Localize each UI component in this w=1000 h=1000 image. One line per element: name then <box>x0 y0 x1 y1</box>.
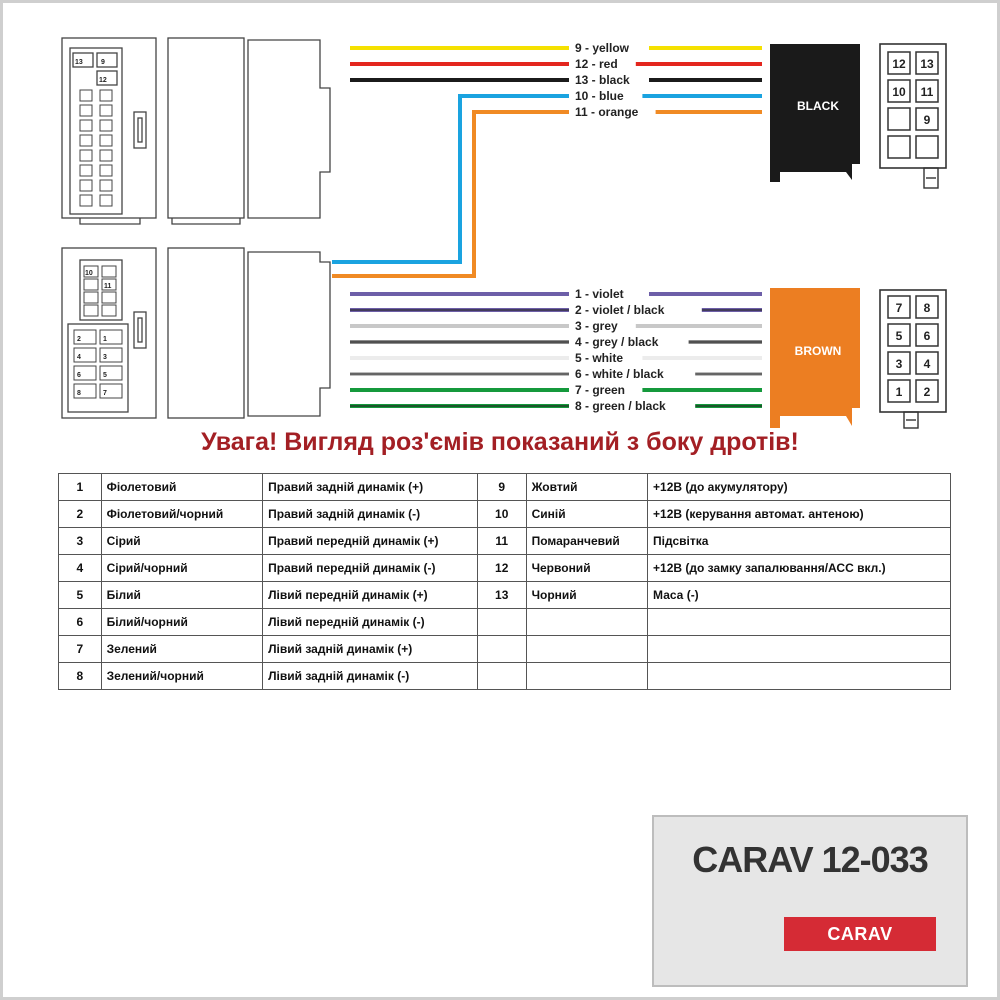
pin-number: 9 <box>923 113 931 127</box>
wire-label: 8 - green / black <box>575 399 666 413</box>
table-cell-c2: Жовтий <box>526 474 647 501</box>
pin-number: 11 <box>920 85 934 99</box>
table-cell-n1: 1 <box>59 474 102 501</box>
table-row <box>59 636 951 663</box>
pin-cell <box>888 136 910 158</box>
table-cell-f1: Лівий передній динамік (+) <box>263 582 478 609</box>
table-cell-n2: 12 <box>477 555 526 582</box>
pin-number: 8 <box>923 301 931 315</box>
pin-7: 7 <box>103 390 107 397</box>
top-wire-group <box>332 40 762 276</box>
table-cell-c1: Фіолетовий <box>101 474 263 501</box>
table-cell-f2 <box>648 636 951 663</box>
pin-9: 9 <box>101 59 105 66</box>
wire-label: 7 - green <box>575 383 626 397</box>
table-cell-n1: 7 <box>59 636 102 663</box>
black-connector-label: BLACK <box>797 99 839 113</box>
product-card <box>652 815 968 987</box>
table-cell-c2: Помаранчевий <box>526 528 647 555</box>
table-cell-n2: 10 <box>477 501 526 528</box>
wire-4 <box>332 96 762 262</box>
table-cell-c2 <box>526 663 647 690</box>
table-cell-c2: Червоний <box>526 555 647 582</box>
pin-13: 13 <box>75 59 83 66</box>
wire-label: 12 - red <box>575 57 618 71</box>
table-cell-c2: Чорний <box>526 582 647 609</box>
pin-number: 7 <box>895 301 903 315</box>
table-cell-f2 <box>648 663 951 690</box>
table-cell-c2 <box>526 636 647 663</box>
table-cell-f1: Лівий задній динамік (+) <box>263 636 478 663</box>
pin-11: 11 <box>104 283 112 290</box>
pin-number: 3 <box>895 357 903 371</box>
pin-6: 6 <box>77 372 81 379</box>
product-code: CARAV 12-033 <box>692 839 928 880</box>
wiring-diagram <box>0 0 1000 430</box>
table-cell-n2 <box>477 636 526 663</box>
table-row <box>59 501 951 528</box>
table-cell-f1: Правий передній динамік (-) <box>263 555 478 582</box>
pin-number: 10 <box>892 85 906 99</box>
wire-label: 13 - black <box>575 73 630 87</box>
table-cell-c1: Сірий/чорний <box>101 555 263 582</box>
pin-number: 4 <box>923 357 931 371</box>
pin-cell <box>888 108 910 130</box>
pin-8: 8 <box>77 390 81 397</box>
table-cell-f2: +12В (керування автомат. антеною) <box>648 501 951 528</box>
table-cell-c1: Білий <box>101 582 263 609</box>
pin-3: 3 <box>103 354 107 361</box>
table-cell-n2 <box>477 663 526 690</box>
table-cell-f1: Лівий передній динамік (-) <box>263 609 478 636</box>
wire-label: 10 - blue <box>575 89 624 103</box>
table-cell-n2: 13 <box>477 582 526 609</box>
table-cell-c1: Білий/чорний <box>101 609 263 636</box>
pin-number: 2 <box>923 385 931 399</box>
pin-1: 1 <box>103 336 107 343</box>
wire-label: 11 - orange <box>575 105 639 119</box>
table-cell-c1: Фіолетовий/чорний <box>101 501 263 528</box>
pin-5: 5 <box>103 372 107 379</box>
pin-12: 12 <box>99 77 107 84</box>
table-row <box>59 609 951 636</box>
pin-number: 12 <box>892 57 906 71</box>
left-top-connector-side <box>168 38 330 224</box>
black-connector-pins <box>888 52 938 158</box>
table-cell-f1: Правий задній динамік (-) <box>263 501 478 528</box>
wire-label: 2 - violet / black <box>575 303 665 317</box>
table-cell-n1: 2 <box>59 501 102 528</box>
table-row <box>59 474 951 501</box>
table-row <box>59 663 951 690</box>
table-cell-f1: Правий передній динамік (+) <box>263 528 478 555</box>
table-cell-f2 <box>648 609 951 636</box>
pin-10: 10 <box>85 270 93 277</box>
wire-label: 6 - white / black <box>575 367 664 381</box>
table-cell-n2: 11 <box>477 528 526 555</box>
wire-5 <box>332 112 762 276</box>
table-cell-f2: Маса (-) <box>648 582 951 609</box>
pin-4: 4 <box>77 354 81 361</box>
table-cell-n1: 6 <box>59 609 102 636</box>
table-cell-n1: 8 <box>59 663 102 690</box>
warning-text: Увага! Вигляд роз'ємів показаний з боку дротів! <box>201 428 799 456</box>
pin-number: 1 <box>895 385 903 399</box>
pin-number: 6 <box>923 329 931 343</box>
pin-number: 5 <box>895 329 903 343</box>
table-cell-f1: Правий задній динамік (+) <box>263 474 478 501</box>
table-cell-c1: Сірий <box>101 528 263 555</box>
table-row <box>59 582 951 609</box>
table-cell-c2: Синій <box>526 501 647 528</box>
table-cell-f2: Підсвітка <box>648 528 951 555</box>
table-row <box>59 528 951 555</box>
table-cell-n1: 4 <box>59 555 102 582</box>
table-cell-c2 <box>526 609 647 636</box>
pin-number: 13 <box>920 57 934 71</box>
wire-label: 1 - violet <box>575 287 624 301</box>
table-row <box>59 555 951 582</box>
table-cell-f2: +12В (до акумулятору) <box>648 474 951 501</box>
wire-label: 3 - grey <box>575 319 618 333</box>
left-bottom-connector-side <box>168 248 330 418</box>
table-cell-n2: 9 <box>477 474 526 501</box>
table-cell-n1: 3 <box>59 528 102 555</box>
wire-label: 5 - white <box>575 351 624 365</box>
brown-connector-label: BROWN <box>794 344 842 358</box>
brand-logo: CARAV <box>784 917 936 951</box>
table-cell-f2: +12В (до замку запалювання/АСС вкл.) <box>648 555 951 582</box>
table-cell-n1: 5 <box>59 582 102 609</box>
wire-label: 4 - grey / black <box>575 335 659 349</box>
table-cell-c1: Зелений/чорний <box>101 663 263 690</box>
pin-2: 2 <box>77 336 81 343</box>
bottom-wire-group <box>350 286 762 414</box>
table-cell-c1: Зелений <box>101 636 263 663</box>
wire-label: 9 - yellow <box>575 41 630 55</box>
table-cell-f1: Лівий задній динамік (-) <box>263 663 478 690</box>
table-cell-n2 <box>477 609 526 636</box>
brown-connector-pins <box>888 296 938 402</box>
pin-cell <box>916 136 938 158</box>
pinout-table <box>58 473 951 690</box>
